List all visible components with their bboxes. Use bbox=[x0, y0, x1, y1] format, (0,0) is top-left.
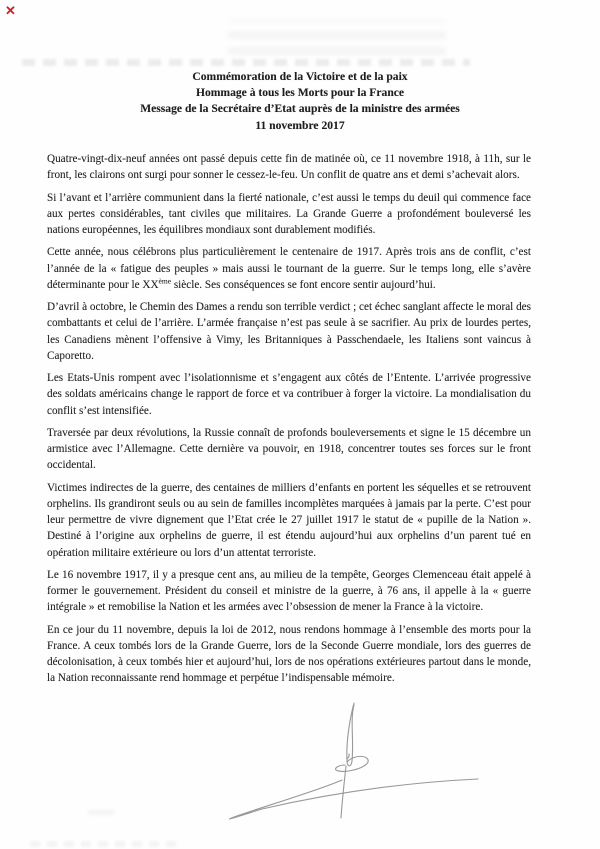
text-run: Si l’avant et l’arrière communient dans la fierté nationale, c’est aussi le temps du deuil qui commence face aux pertes considérables, tant civiles que militaires. La Grande Guerre a profondément bouleversé les nations européennes, les équilibres mondiaux sont durablement modifiés. bbox=[47, 191, 531, 236]
paragraph bbox=[47, 425, 531, 474]
text-run: Victimes indirectes de la guerre, des centaines de milliers d’enfants en portent les séquelles et se retrouvent orphelins. Ils grandiront seuls ou au sein de familles incomplètes marquées à jamais par la perte. C’est pour leur permettre de vivre dignement que l’Etat crée le 27 juillet 1917 le statut de « pupille de la Nation ». Destiné à l’origine aux orphelins de guerre, il est étendu aujourd’hui aux orphelins d’un parent tué en opération militaire extérieure ou lors d’un attentat terroriste. bbox=[47, 481, 531, 559]
paragraph bbox=[47, 480, 531, 561]
text-run: Les Etats-Unis rompent avec l’isolationnisme et s’engagent aux côtés de l’Entente. L’arrivée progressive des soldats américains change le rapport de force et va contribuer à forger la victoire. La mondialisation du conflit s’est intensifiée. bbox=[47, 372, 531, 417]
scan-smudge-small bbox=[88, 810, 114, 815]
text-run: Traversée par deux révolutions, la Russie connaît de profonds bouleversements et signe le 15 décembre un armistice avec l’Allemagne. Cette dernière va pouvoir, en 1918, concentrer toutes ses forces sur le front occidental. bbox=[47, 426, 531, 472]
paragraph bbox=[47, 567, 531, 616]
text-run: D’avril à octobre, le Chemin des Dames a rendu son terrible verdict ; cet échec sanglant affecte le moral des combattants et celui de l’arrière. L’armée française n’est pas seule à se sacrifier. Au prix de lourdes pertes, les Canadiens mènent l’offensive à Vimy, les Britanniques à Passchendaele, les Italiens sont vaincus à Caporetto. bbox=[47, 301, 531, 362]
text-run: Cette année, nous célébrons plus particulièrement le centenaire de 1917. Après trois ans de conflit, c’est l’année de la « fatigue des peuples » mais aussi le tournant de la guerre. Sur le temps long, elle s’avère déterminante pour le XX bbox=[47, 246, 531, 291]
handwritten-signature bbox=[220, 696, 490, 830]
paragraph bbox=[47, 370, 531, 419]
text-run: Le 16 novembre 1917, il y a presque cent ans, au milieu de la tempête, Georges Clemenceau était appelé à former le gouvernement. Président du conseil et ministre de la guerre, à 76 ans, il appelle à la « guerre intégrale » et remobilise la Nation et les armées avec l’obsession de mener la France à la victoire. bbox=[47, 568, 531, 614]
paragraph bbox=[47, 190, 531, 239]
title-line: Commémoration de la Victoire et de la paix bbox=[192, 70, 408, 83]
red-x-artifact-icon: ✕ bbox=[5, 3, 16, 18]
paragraph bbox=[47, 244, 531, 293]
title-line: Message de la Secrétaire d’Etat auprès de la ministre des armées bbox=[140, 102, 460, 116]
text-run: siècle. Ses conséquences se font encore sentir aujourd’hui. bbox=[171, 278, 436, 291]
paragraph bbox=[47, 622, 531, 687]
paragraph bbox=[47, 299, 531, 364]
text-run: En ce jour du 11 novembre, depuis la loi de 2012, nous rendons hommage à l’ensemble des morts pour la France. A ceux tombés lors de la Grande Guerre, lors de la Seconde Guerre mondiale, lors des guerres de décolonisation, à ceux tombés hier et aujourd’hui, lors de nos opérations extérieures partout dans le monde, la Nation reconnaissante rend hommage et perpétue l’indispensable mémoire. bbox=[47, 623, 531, 685]
title-line: Hommage à tous les Morts pour la France bbox=[195, 86, 405, 100]
paragraph bbox=[47, 151, 531, 184]
title-line: 11 novembre 2017 bbox=[255, 118, 345, 132]
title-block bbox=[0, 69, 600, 134]
document-body bbox=[47, 151, 531, 693]
scan-smudge-bottom bbox=[30, 841, 182, 847]
scan-bleedthrough-smudge-top bbox=[228, 20, 446, 54]
scan-bleedthrough-line bbox=[22, 59, 470, 66]
superscript-run: ème bbox=[158, 276, 172, 286]
text-run: Quatre-vingt-dix-neuf années ont passé depuis cette fin de matinée où, ce 11 novembre 1918, à 11h, sur le front, les clairons ont surgi pour sonner le cessez-le-feu. Un conflit de quatre ans et demi s’achevait alors. bbox=[47, 153, 531, 182]
